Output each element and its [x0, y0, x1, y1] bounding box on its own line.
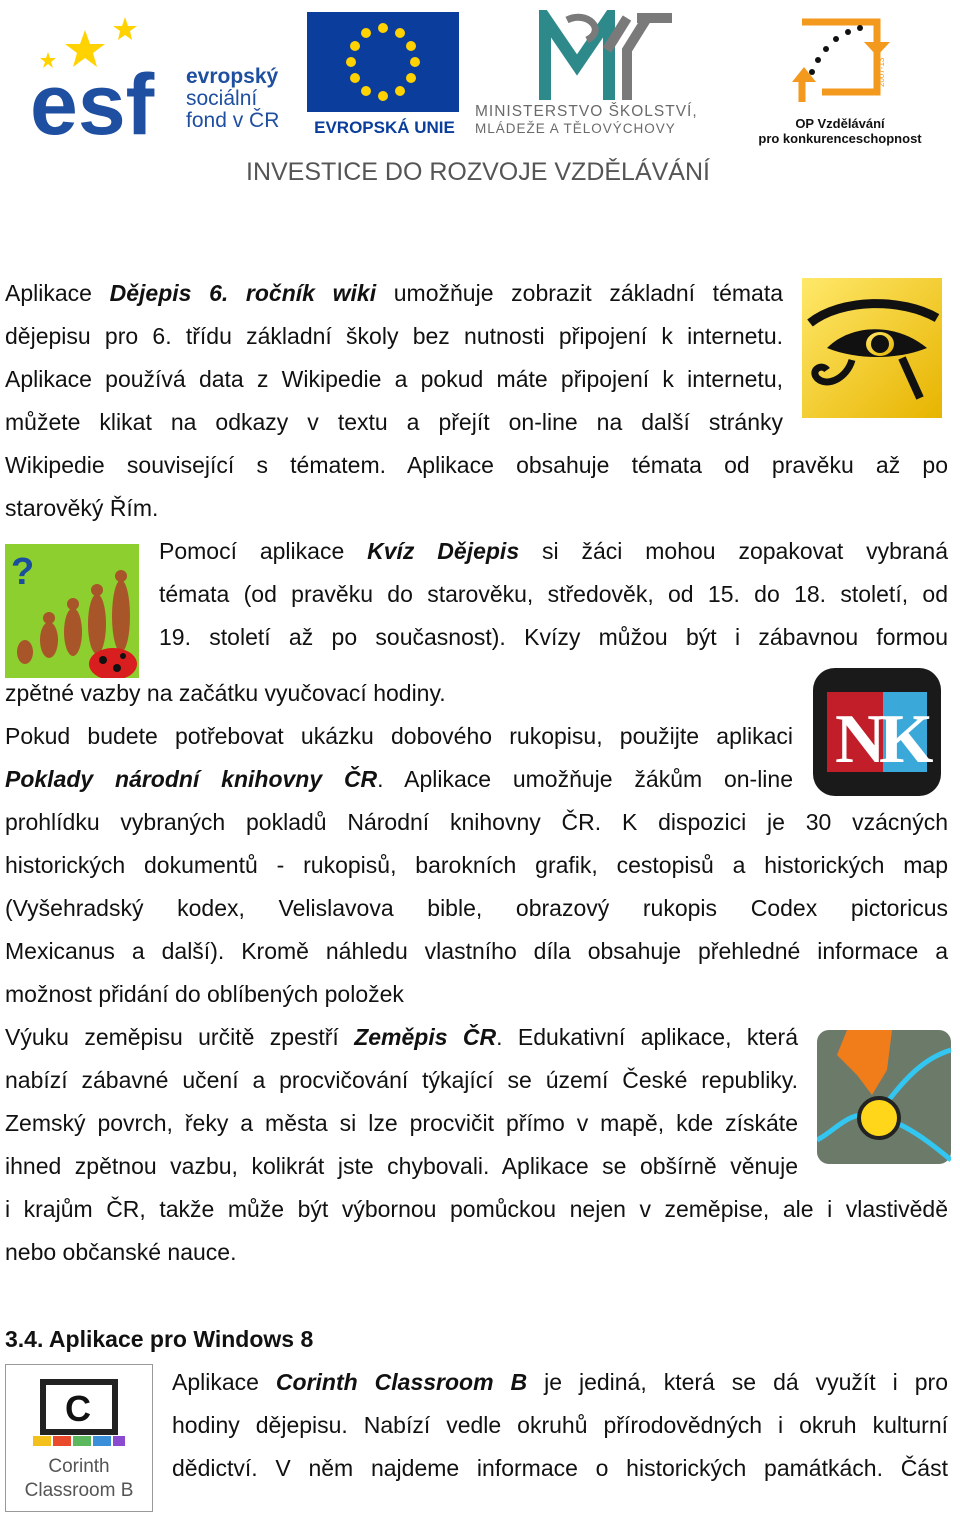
para3-line3: prohlídku vybraných pokladů Národní knihovny ČR. K dispozici je 30 vzácných: [5, 809, 948, 835]
app-name-corinth: Corinth Classroom B: [275, 1369, 528, 1395]
eye-of-horus-icon: [802, 278, 942, 418]
svg-text:?: ?: [11, 551, 35, 593]
para5-line1: Aplikace Corinth Classroom B je jediná, která se dá využít i pro: [172, 1369, 948, 1395]
para1-line3: Aplikace používá data z Wikipedie a pokud máte připojení k internetu,: [5, 366, 783, 392]
section-title: Aplikace pro Windows 8: [48, 1326, 314, 1352]
para4-line3: Zemský povrch, řeky a města si lze procvičit přímo v mapě, kde získáte: [5, 1110, 798, 1136]
section-heading: [5, 1326, 313, 1352]
msmt-mark-icon: [537, 10, 677, 105]
svg-text:Corinth: Corinth: [48, 1456, 110, 1477]
esf-mark-icon: [30, 12, 180, 142]
app-name-zemepis: Zeměpis ČR: [354, 1024, 497, 1050]
investice-banner: INVESTICE DO ROZVOJE VZDĚLÁVÁNÍ: [246, 158, 710, 186]
para2-line1: Pomocí aplikace Kvíz Dějepis si žáci mohou zopakovat vybraná: [159, 538, 949, 564]
para2-line4: zpětné vazby na začátku vyučovací hodiny.: [5, 680, 446, 706]
zemepis-app-icon: [817, 1030, 951, 1164]
corinth-app-icon: [5, 1364, 153, 1512]
eu-flag-icon: [307, 12, 459, 112]
para4-line4: ihned zpětnou vazbu, kolikrát jste chybovali. Aplikace se obšírně věnuje: [5, 1153, 798, 1179]
eu-logo: [307, 12, 462, 142]
para3-line2: Poklady národní knihovny ČR. Aplikace umožňuje žákům on-line: [5, 766, 793, 792]
para5-line2: hodiny dějepisu. Nabízí vedle okruhů přírodovědných i okruh kulturní: [172, 1412, 948, 1438]
para2-line2: témata (od pravěku do starověku, středověk, od 15. do 18. století, od: [159, 581, 948, 607]
quiz-evolution-icon: [5, 544, 139, 678]
para2-line3: 19. století až po současnost). Kvízy můžou být i zábavnou formou: [159, 624, 948, 650]
section-number: 3.4.: [5, 1326, 44, 1352]
msmt-logo: [475, 10, 740, 140]
para4-line2: nabízí zábavné učení a procvičování týkající se území České republiky.: [5, 1067, 798, 1093]
para1-line1: Aplikace Dějepis 6. ročník wiki umožňuje zobrazit základní témata: [5, 280, 783, 306]
esf-text-line3: fond v ČR: [186, 109, 280, 132]
msmt-text-line1: MINISTERSTVO ŠKOLSTVÍ,: [475, 103, 698, 120]
op-text-line1: OP Vzdělávání: [795, 116, 885, 131]
para3-line4: historických dokumentů - rukopisů, barokních grafik, cestopisů a historických map: [5, 852, 948, 878]
para3-line1: Pokud budete potřebovat ukázku dobového rukopisu, použijte aplikaci: [5, 723, 793, 749]
app-name-poklady: Poklady národní knihovny ČR: [5, 766, 378, 792]
app-name-dejepis: Dějepis 6. ročník wiki: [109, 280, 377, 306]
op-text-line2: pro konkurenceschopnost: [758, 131, 922, 146]
esf-text-line2: sociální: [186, 87, 258, 110]
para5-line3: dědictví. V něm najdeme informace o historických památkách. Část: [172, 1455, 948, 1481]
para1-line6: starověký Řím.: [5, 495, 159, 521]
esf-logo: [30, 12, 300, 142]
svg-text:esf: esf: [30, 57, 155, 142]
para3-line6: Mexicanus a další). Kromě náhledu vlastního díla obsahuje přehledné informace a: [5, 938, 948, 964]
eu-caption: EVROPSKÁ UNIE: [314, 118, 455, 137]
header-logos: [0, 0, 960, 200]
para1-line2: dějepisu pro 6. třídu základní školy bez nutnosti připojení k internetu.: [5, 323, 783, 349]
svg-text:N: N: [835, 701, 886, 778]
svg-text:C: C: [65, 1388, 91, 1429]
para1-line4: můžete klikat na odkazy v textu a přejít on-line na další stránky: [5, 409, 783, 435]
para3-line5: (Vyšehradský kodex, Velislavova bible, obrazový rukopis Codex pictoricus: [5, 895, 948, 921]
para3-line7: možnost přidání do oblíbených položek: [5, 981, 404, 1007]
op-mark-icon: [782, 12, 892, 112]
para4-line5: i krajům ČR, takže může být výbornou pomůckou nejen v zeměpise, ale i vlastivědě: [5, 1196, 948, 1222]
para4-line1: Výuku zeměpisu určitě zpestří Zeměpis ČR. Edukativní aplikace, která: [5, 1024, 798, 1050]
para1-line5: Wikipedie související s tématem. Aplikace obsahuje témata od pravěku až po: [5, 452, 948, 478]
app-name-kviz: Kvíz Dějepis: [367, 538, 520, 564]
svg-text:Classroom B: Classroom B: [24, 1480, 134, 1501]
nk-app-icon: [813, 668, 941, 796]
esf-text-line1: evropský: [186, 65, 279, 88]
svg-text:2007-13: 2007-13: [877, 57, 886, 87]
para4-line6: nebo občanské nauce.: [5, 1239, 237, 1265]
msmt-text-line2: MLÁDEŽE A TĚLOVÝCHOVY: [475, 121, 676, 136]
svg-text:K: K: [879, 701, 934, 778]
op-logo: [750, 12, 930, 146]
